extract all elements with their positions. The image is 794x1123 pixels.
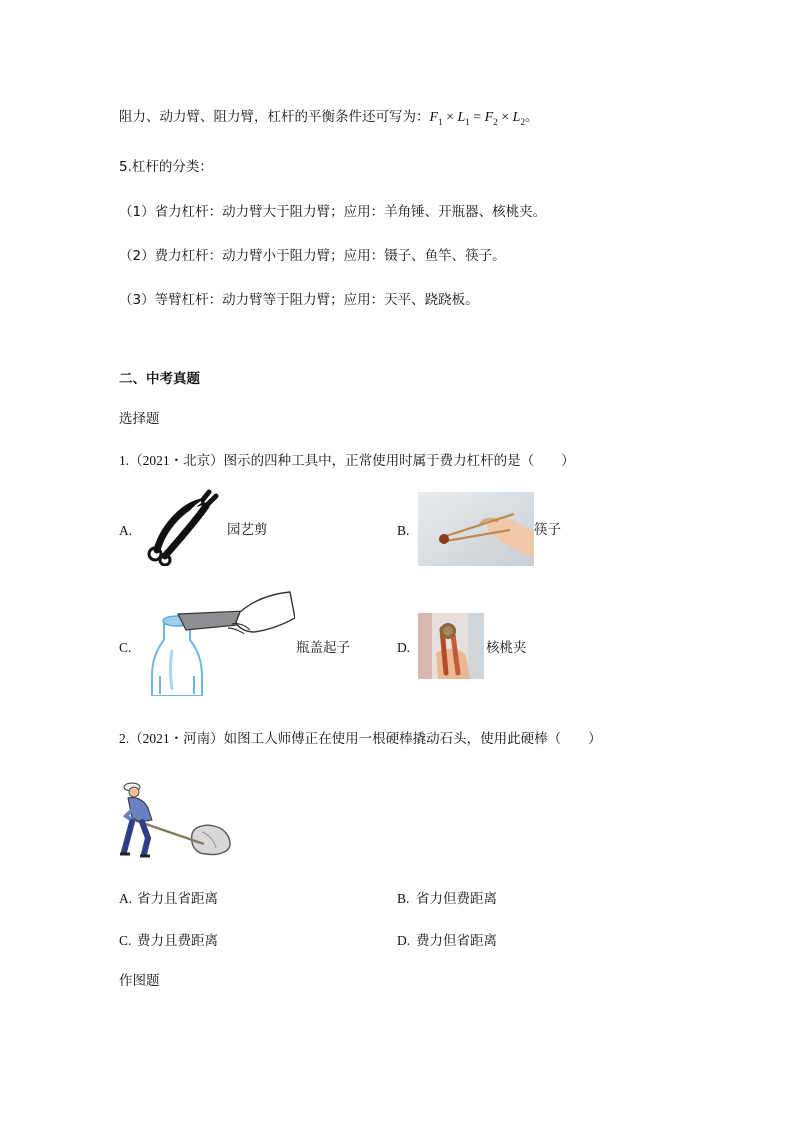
intro-line: 阻力、动力臂、阻力臂，杠杆的平衡条件还可写为：$F_1 \times L_1 = F_2 \times L_2$。 xyxy=(119,109,539,127)
q2-option-a-label: 省力且省距离 xyxy=(137,891,218,907)
balance-formula: $F_1 \times L_1 = F_2 \times L_2$ xyxy=(429,110,525,127)
q2-option-b-letter: B. xyxy=(397,891,410,906)
q2-option-d-letter: D. xyxy=(397,933,411,948)
q1-option-c-letter: C. xyxy=(119,640,132,655)
q1-option-a-letter: A. xyxy=(119,523,133,538)
q1-option-b-label: 筷子 xyxy=(534,522,561,538)
bottle-opener-image xyxy=(150,590,295,696)
subsection-drawing: 作图题 xyxy=(119,973,160,989)
subsection-choice: 选择题 xyxy=(119,411,160,427)
q2-option-d-label: 费力但省距离 xyxy=(416,933,497,949)
classification-item-3: （3）等臂杠杆：动力臂等于阻力臂；应用：天平、跷跷板。 xyxy=(119,292,479,308)
intro-text: 阻力、动力臂、阻力臂，杠杆的平衡条件还可写为： xyxy=(119,109,430,125)
garden-shears-image xyxy=(143,488,225,566)
nutcracker-image xyxy=(418,613,484,679)
q2-option-c-letter: C. xyxy=(119,933,132,948)
q1-option-d-label: 核桃夹 xyxy=(486,640,527,656)
q1-stem: 1.（2021・北京）图示的四种工具中，正常使用时属于费力杠杆的是（ ） xyxy=(119,453,575,468)
classification-heading: 5.杠杆的分类： xyxy=(119,159,213,175)
q1-option-b-letter: B. xyxy=(397,523,410,538)
q2-option-a-letter: A. xyxy=(119,891,133,906)
worker-lever-image xyxy=(118,778,236,860)
q2-stem: 2.（2021・河南）如图工人师傅正在使用一根硬棒撬动石头，使用此硬棒（ ） xyxy=(119,731,602,746)
q2-option-b-label: 省力但费距离 xyxy=(416,891,497,907)
q1-option-a-label: 园艺剪 xyxy=(227,522,268,538)
chopsticks-image xyxy=(418,492,534,566)
classification-item-2: （2）费力杠杆：动力臂小于阻力臂；应用：镊子、鱼竿、筷子。 xyxy=(119,248,506,264)
classification-item-1: （1）省力杠杆：动力臂大于阻力臂；应用：羊角锤、开瓶器、核桃夹。 xyxy=(119,204,547,220)
section-title: 二、中考真题 xyxy=(119,371,200,387)
q1-option-d-letter: D. xyxy=(397,640,411,655)
q1-option-c-label: 瓶盖起子 xyxy=(296,640,350,656)
q2-option-c-label: 费力且费距离 xyxy=(137,933,218,949)
